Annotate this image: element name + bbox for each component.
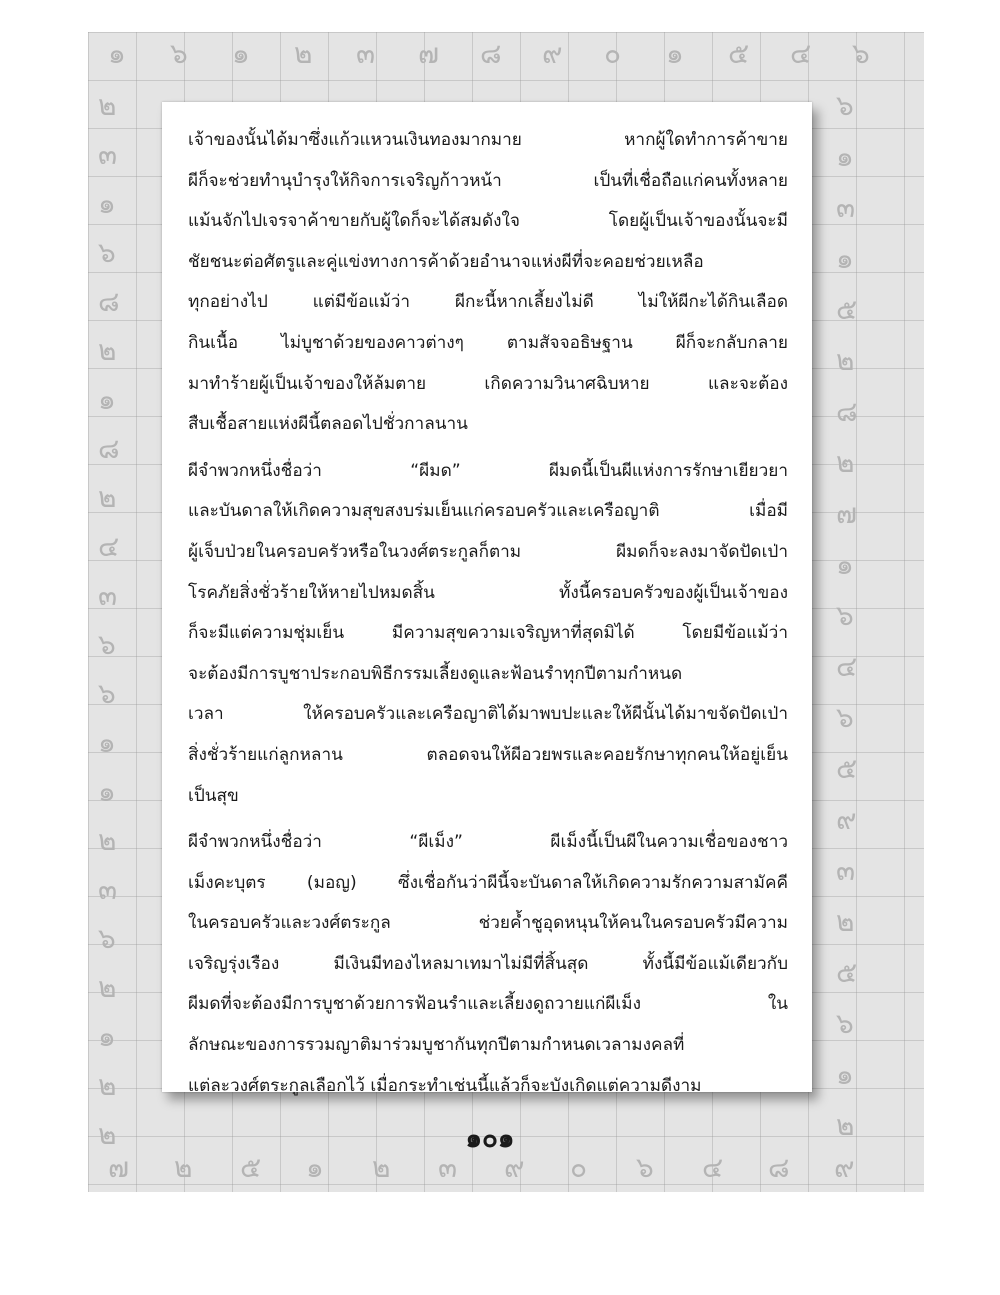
background-numeral: ๑ [98, 1020, 116, 1053]
text-line: แต่ละวงศ์ตระกูลเลือกไว้ เมื่อกระทำเช่นนี้แล้วก็จะบังเกิดแต่ความดีงาม [188, 1075, 702, 1096]
background-numeral: ๒ [98, 1069, 117, 1102]
background-numeral: ๑ [98, 187, 116, 220]
background-numeral: ๗ [108, 1151, 130, 1184]
background-numeral: ๔ [98, 530, 120, 563]
background-numeral: ๓ [438, 1151, 458, 1184]
text-line: เม็งคะบุตร (มอญ) ซึ่งเชื่อกันว่าผีนี้จะบันดาลให้เกิดความรักความสามัคคี [188, 872, 788, 893]
background-numeral: ๕ [240, 1151, 262, 1184]
background-numeral: ๖ [98, 922, 116, 955]
background-numeral: ๒ [98, 1118, 117, 1151]
background-numeral: ๓ [836, 191, 856, 224]
text-line: เจริญรุ่งเรือง มีเงินมีทองไหลมาเทมาไม่มีที่สิ้นสุด ทั้งนี้มีข้อแม้เดียวกับ [188, 953, 788, 974]
background-numeral: ๒ [836, 905, 855, 938]
background-numeral: ๗ [836, 497, 858, 530]
text-line: ผีจำพวกหนึ่งชื่อว่า “ผีมด” ผีมดนี้เป็นผีแห่งการรักษาเยียวยา [188, 460, 788, 481]
background-numeral: ๖ [836, 1007, 854, 1040]
background-numeral: ๒ [98, 481, 117, 514]
background-numeral: ๖ [170, 37, 188, 70]
background-numeral: ๑ [306, 1151, 324, 1184]
background-numeral: ๕ [836, 293, 858, 326]
background-numeral: ๓ [98, 873, 118, 906]
text-line: จะต้องมีการบูชาประกอบพิธีกรรมเลี้ยงดูและฟ้อนรำทุกปีตามกำหนด [188, 663, 683, 684]
background-numeral: ๓ [98, 138, 118, 171]
background-numeral: ๖ [98, 677, 116, 710]
text-line: ลักษณะของการรวมญาติมาร่วมบูชากันทุกปีตามกำหนดเวลามงคลที่ [188, 1035, 685, 1056]
text-line: ในครอบครัวและวงศ์ตระกูล ช่วยค้ำชูอุดหนุนให้คนในครอบครัวมีความ [188, 913, 788, 934]
text-line: ก็จะมีแต่ความชุ่มเย็น มีความสุขความเจริญหาที่สุดมิได้ โดยมีข้อแม้ว่า [188, 623, 788, 644]
background-numeral: ๑ [666, 37, 684, 70]
background-numeral: ๘ [480, 37, 502, 70]
background-numeral: ๐ [604, 37, 622, 70]
text-line: ผีก็จะช่วยทำนุบำรุงให้กิจการเจริญก้าวหน้า เป็นที่เชื่อถือแก่คนทั้งหลาย [188, 170, 788, 191]
background-numeral: ๓ [356, 37, 376, 70]
background-numeral: ๒ [98, 971, 117, 1004]
background-numeral: ๕ [836, 956, 858, 989]
background-numeral: ๒ [98, 824, 117, 857]
background-numeral: ๖ [98, 236, 116, 269]
background-numeral: ๑ [836, 242, 854, 275]
background-numeral: ๒ [98, 89, 117, 122]
page-text [188, 120, 788, 1106]
text-line: ผีจำพวกหนึ่งชื่อว่า “ผีเม็ง” ผีเม็งนี้เป็นผีในความเชื่อของชาว [188, 832, 788, 853]
text-panel [162, 102, 812, 1096]
background-numeral: ๑ [98, 775, 116, 808]
background-numeral: ๔ [790, 37, 812, 70]
background-numeral: ๑ [98, 383, 116, 416]
page-number: ๑๐๑ [465, 1124, 515, 1154]
text-line: สิ่งชั่วร้ายแก่ลูกหลาน ตลอดจนให้ผีอวยพรและคอยรักษาทุกคนให้อยู่เย็น [188, 744, 788, 765]
background-numeral: ๑ [836, 140, 854, 173]
background-numeral: ๙ [542, 37, 563, 70]
text-line: กินเนื้อ ไม่บูชาด้วยของคาวต่างๆ ตามสัจจอธิษฐาน ผีก็จะกลับกลาย [188, 332, 788, 353]
background-numeral: ๒ [836, 1109, 855, 1142]
background-numeral: ๙ [836, 803, 857, 836]
background-numeral: ๘ [768, 1151, 790, 1184]
background-numeral: ๗ [418, 37, 440, 70]
text-line: เป็นสุข [188, 785, 239, 806]
background-numeral: ๒ [836, 344, 855, 377]
background-numeral: ๙ [504, 1151, 525, 1184]
background-numeral: ๑ [836, 1058, 854, 1091]
text-line: โรคภัยสิ่งชั่วร้ายให้หายไปหมดสิ้น ทั้งนี้ครอบครัวของผู้เป็นเจ้าของ [188, 582, 788, 603]
text-line: เจ้าของนั้นได้มาซึ่งแก้วแหวนเงินทองมากมาย หากผู้ใดทำการค้าขาย [188, 130, 788, 150]
background-numeral: ๘ [98, 285, 120, 318]
background-numeral: ๖ [836, 89, 854, 122]
text-line: ผีมดที่จะต้องมีการบูชาด้วยการฟ้อนรำและเลี้ยงดูถวายแก่ผีเม็ง ใน [188, 994, 788, 1015]
background-numeral: ๑ [108, 37, 126, 70]
text-line: และบันดาลให้เกิดความสุขสงบร่มเย็นแก่ครอบครัวและเครือญาติ เมื่อมี [188, 501, 788, 522]
background-numeral: ๑ [98, 726, 116, 759]
background-numeral: ๖ [98, 628, 116, 661]
background-numeral: ๔ [702, 1151, 724, 1184]
background-numeral: ๒ [98, 334, 117, 367]
text-line: แม้นจักไปเจรจาค้าขายกับผู้ใดก็จะได้สมดังใจ โดยผู้เป็นเจ้าของนั้นจะมี [188, 211, 788, 232]
background-numeral: ๒ [372, 1151, 391, 1184]
background-numeral: ๙ [834, 1151, 855, 1184]
text-line: สืบเชื้อสายแห่งผีนี้ตลอดไปชั่วกาลนาน [188, 414, 468, 435]
background-numeral: ๕ [836, 752, 858, 785]
background-numeral: ๖ [836, 701, 854, 734]
text-line: มาทำร้ายผู้เป็นเจ้าของให้ล้มตาย เกิดความวินาศฉิบหาย และจะต้อง [188, 373, 788, 394]
text-line: ทุกอย่างไป แต่มีข้อแม้ว่า ผีกะนี้หากเลี้ยงไม่ดี ไม่ให้ผีกะได้กินเลือด [188, 292, 788, 313]
text-line: ชัยชนะต่อศัตรูและคู่แข่งทางการค้าด้วยอำนาจแห่งผีที่จะคอยช่วยเหลือ [188, 251, 704, 272]
background-numeral: ๒ [174, 1151, 193, 1184]
background-numeral: ๘ [98, 432, 120, 465]
background-numeral: ๑ [232, 37, 250, 70]
background-numeral: ๖ [852, 37, 870, 70]
text-line: เวลา ให้ครอบครัวและเครือญาติได้มาพบปะและให้ผีนั้นได้มาขจัดปัดเป่า [188, 704, 788, 725]
background-numeral: ๐ [570, 1151, 588, 1184]
background-numeral: ๖ [636, 1151, 654, 1184]
background-numeral: ๓ [836, 854, 856, 887]
background-numeral: ๕ [728, 37, 750, 70]
background-numeral: ๒ [836, 446, 855, 479]
background-numeral: ๓ [98, 579, 118, 612]
background-numeral: ๔ [836, 650, 858, 683]
text-line: ผู้เจ็บป่วยในครอบครัวหรือในวงศ์ตระกูลก็ตาม ผีมดก็จะลงมาจัดปัดเป่า [188, 541, 788, 562]
background-numeral: ๖ [836, 599, 854, 632]
background-numeral: ๘ [836, 395, 858, 428]
background-numeral: ๒ [294, 37, 313, 70]
background-numeral: ๑ [836, 548, 854, 581]
